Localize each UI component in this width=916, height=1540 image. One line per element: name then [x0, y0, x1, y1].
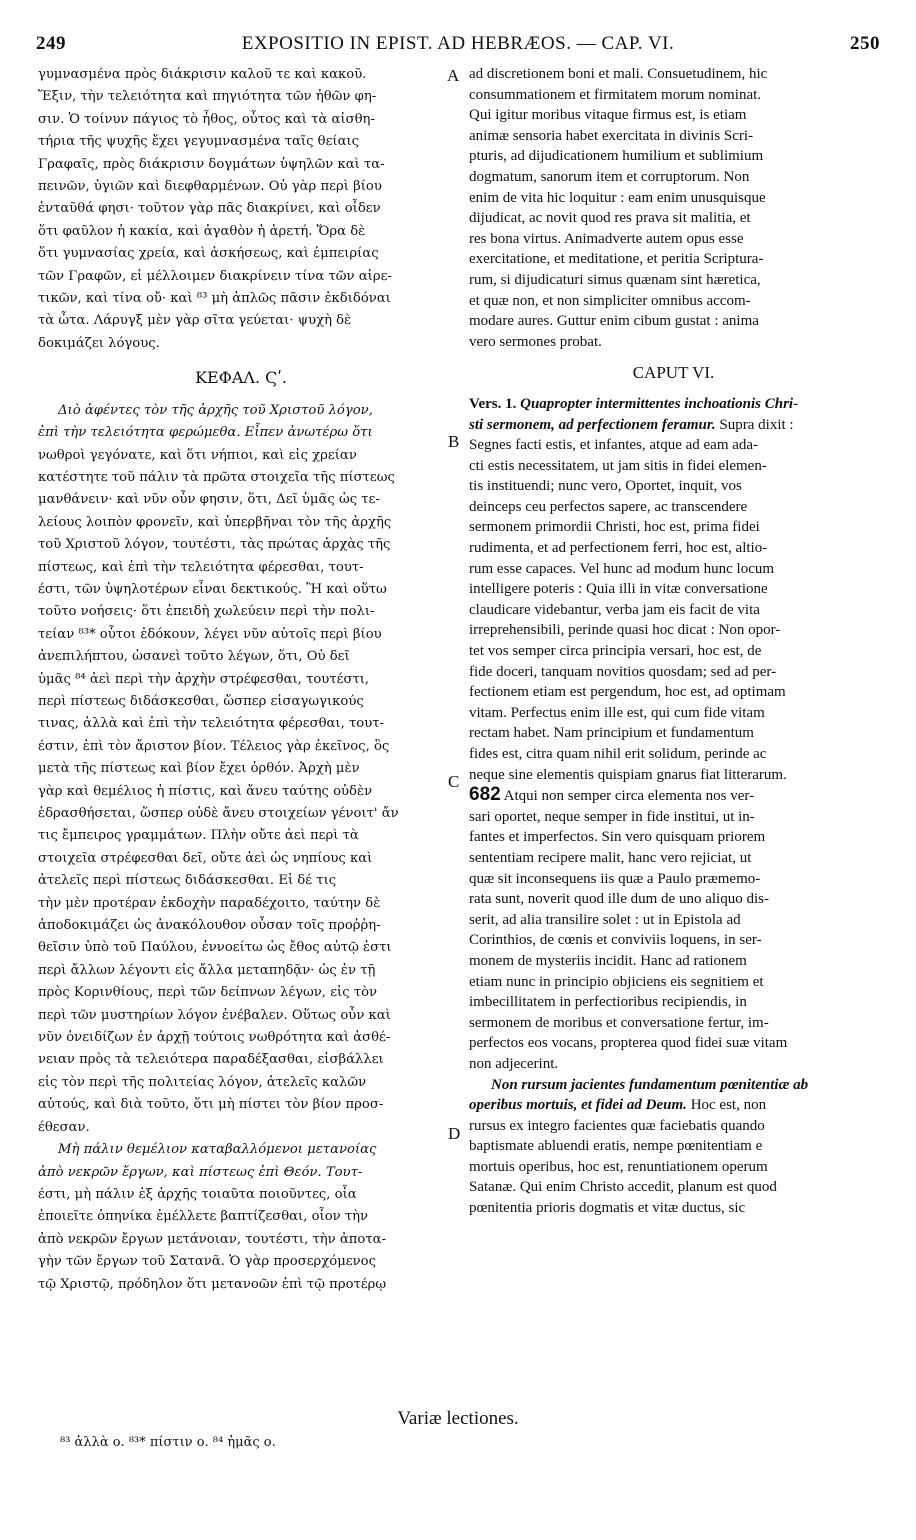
- greek-text-line: Γραφαῖς, πρὸς διάκρισιν δογμάτων ὑψηλῶν καὶ τα-: [38, 156, 385, 172]
- greek-text-line: ἀτελεῖς περὶ πίστεως διδάσκεσθαι. Εἰ δέ τις: [38, 873, 337, 889]
- greek-text-line: ὑμᾶς ⁸⁴ ἀεὶ περὶ τὴν ἀρχὴν στρέφεσθαι, τουτέστι,: [38, 671, 370, 687]
- latin-after-lemma-1: Supra dixit :: [719, 416, 794, 433]
- greek-text-line: ὅτι φαῦλον ἡ κακία, καὶ ἀγαθὸν ἡ ἀρετή. Ὅρα δὲ: [38, 223, 366, 239]
- latin-text-line: claudicare videbantur, verba jam eis facit de vita: [469, 601, 760, 618]
- greek-chapter-heading: ΚΕΦΑΛ. Ϛʹ.: [195, 368, 287, 388]
- greek-text-line: αὐτούς, καὶ διὰ τοῦτο, ὅτι μὴ πίστει τὸν βίον προσ-: [38, 1097, 384, 1113]
- greek-lemma-line: Μὴ πάλιν θεμέλιον καταβαλλόμενοι μετανοίας: [58, 1142, 377, 1158]
- latin-text-line: rudimenta, et ad perfectionem ferri, hoc est, altio-: [469, 540, 768, 557]
- latin-text-line: sermonem primordii Christi, hoc est, prima fidei: [469, 519, 760, 536]
- greek-lemma-line: ἐπὶ τὴν τελειότητα φερώμεθα. Εἶπεν ἀνωτέρω ὅτι: [38, 425, 373, 441]
- latin-text-line: consummationem et firmitatem morum nominat.: [469, 86, 762, 103]
- latin-text-line: fide doceri, tanquam novitios quosdam; sed ad per-: [469, 663, 777, 680]
- latin-text-line: exercitatione, et meditatione, et peritia Scriptura-: [469, 251, 764, 268]
- latin-column-number-line: [469, 785, 878, 807]
- greek-text-line: ἀποδοκιμάζει ὡς ἀνακόλουθον οὖσαν τοῖς προῤῥη-: [38, 918, 381, 934]
- greek-body-2: [38, 1184, 444, 1296]
- latin-text-line: cti estis necessitatem, ut jam sitis in fidei elemen-: [469, 457, 767, 474]
- greek-lemma-2: [38, 1139, 444, 1184]
- latin-lemma-2-line-1: [469, 1075, 878, 1096]
- latin-column: [469, 64, 878, 1219]
- greek-text-line: περὶ ἄλλων λέγοντι εἰς ἄλλα μεταπηδᾷν· ὡς ἐν τῇ: [38, 962, 376, 978]
- latin-text-line: rursus ex integro facientes quæ faciebatis quando: [469, 1117, 765, 1134]
- latin-body-2: [469, 807, 878, 1075]
- greek-text-line: πεινῶν, ὑγιῶν καὶ διεφθαρμένων. Οὐ γὰρ περὶ βίου: [38, 179, 382, 195]
- greek-text-line: κατέστητε τοῦ πάλιν τὰ πρῶτα στοιχεῖα τῆς πίστεως: [38, 469, 395, 485]
- greek-text-line: πρὸς Κορινθίους, περὶ τῶν δείπνων λέγων, εἰς τὸν: [38, 985, 378, 1001]
- latin-text-line: enim de vita hic loquitur : eam enim unusquisque: [469, 189, 766, 206]
- greek-text-line: τις ἔμπειρος γραμμάτων. Πλὴν οὔτε ἀεὶ περὶ τὰ: [38, 828, 359, 844]
- column-number: 682: [469, 785, 501, 806]
- latin-text-line: Satanæ. Qui enim Christo accedit, planum est quod: [469, 1179, 777, 1196]
- greek-lemma-line: ἀπὸ νεκρῶν ἔργων, καὶ πίστεως ἐπὶ Θεόν. Τουτ-: [38, 1164, 363, 1180]
- greek-text-line: ἐνταῦθά φησι· τοῦτον γὰρ πᾶς διακρίνει, καὶ οἶδεν: [38, 201, 381, 217]
- greek-text-line: τήρια τῆς ψυχῆς ἔχει γεγυμνασμένα ταῖς θείαις: [38, 134, 360, 150]
- greek-text-line: έθεσαν.: [38, 1119, 90, 1135]
- latin-text-line: non adjecerint.: [469, 1055, 559, 1072]
- latin-text-line: pœnitentia prioris dogmatis et vitæ ductus, sic: [469, 1200, 746, 1217]
- latin-text-line: rectam habet. Nam principium et fundamentum: [469, 725, 754, 742]
- latin-text-line: intelligere poteris : Quia illi in vitæ conversatione: [469, 581, 768, 598]
- running-header: [36, 33, 880, 59]
- greek-text-line: τὴν μὲν προτέραν ἐκδοχὴν παραδέχοιτο, ταύτην δὲ: [38, 895, 381, 911]
- margin-letter-d: D: [448, 1124, 461, 1143]
- latin-text-line: rum esse capaces. Vel hunc ad modum hunc locum: [469, 560, 775, 577]
- latin-after-number: Atqui non semper circa elementa nos ver-: [503, 788, 755, 805]
- latin-text-line: Segnes facti estis, et infantes, atque ad eam ada-: [469, 437, 759, 454]
- page-number-right: 250: [850, 33, 880, 54]
- latin-lemma-1-line-2: [469, 415, 878, 436]
- verse-label: Vers. 1.: [469, 395, 517, 412]
- latin-text-line: res bona virtus. Animadverte autem opus esse: [469, 230, 744, 247]
- latin-text-line: pturis, ad dijudicationem humilium et sublimium: [469, 148, 764, 165]
- latin-lemma-1-line-1: [469, 394, 878, 415]
- greek-text-line: τῷ Χριστῷ, πρόδηλον ὅτι μετανοῶν ἐπὶ τῷ προτέρῳ: [38, 1276, 387, 1292]
- latin-text-line: mortuis operibus, hoc est, renuntiationem operum: [469, 1158, 768, 1175]
- greek-text-line: στοιχεῖα στρέφεσθαι δεῖ, οὔτε ἀεὶ ὡς νηπίους καὶ: [38, 850, 373, 866]
- greek-text-line: σιν. Ὁ τοίνυν πάγιος τὸ ἦθος, οὗτος καὶ τὰ αἰσθη-: [38, 111, 375, 127]
- greek-text-line: ἀνεπιλήπτου, ὡσανεὶ τοῦτο λέγων, ὅτι, Οὐ δεῖ: [38, 649, 350, 665]
- greek-text-line: πίστεως, καὶ ἐπὶ τὴν τελειότητα φέρεσθαι, τουτ-: [38, 559, 364, 575]
- latin-text-line: neque sine elementis quispiam gnarus fiat litterarum.: [469, 766, 787, 783]
- latin-after-lemma-2: Hoc est, non: [690, 1097, 767, 1114]
- latin-lemma-2-line-2: [469, 1095, 878, 1116]
- latin-text-line: Corinthios, de cœnis et conviviis loquens, in ser-: [469, 932, 762, 949]
- greek-text-line: νῦν ὀνειδίζων ἐν ἀρχῇ τούτοις νωθρότητα καὶ ἀσθέ-: [38, 1030, 391, 1046]
- running-title: EXPOSITIO IN EPIST. AD HEBRÆOS. — CAP. VI.: [241, 33, 675, 54]
- greek-text-line: τοῦ Χριστοῦ λόγον, τουτέστι, τὰς πρώτας ἀρχὰς τῆς: [38, 537, 391, 553]
- latin-text-line: ad discretionem boni et mali. Consuetudinem, hic: [469, 66, 768, 82]
- latin-text-line: et quæ non, et non simpliciter omnibus accom-: [469, 292, 751, 309]
- latin-text-line: Qui igitur moribus vitaque firmus est, is etiam: [469, 107, 747, 124]
- greek-text-line: έστι, τῶν ὑψηλοτέρων εἶναι δεκτικούς. Ἢ καὶ οὕτω: [38, 581, 387, 597]
- latin-text-line: modare aures. Guttur enim cibum gustat : anima: [469, 313, 759, 330]
- greek-text-line: νειαν πρὸς τὰ τελειότερα παραδέξασθαι, εἰσβάλλει: [38, 1052, 384, 1068]
- latin-text-line: tis instituendi; nunc vero, Oportet, inquit, vos: [469, 478, 742, 495]
- latin-text-line: quæ sit inconsequens iis quæ a Paulo præmemo-: [469, 870, 761, 887]
- margin-letter-b: B: [448, 432, 460, 451]
- greek-text-line: ἐποιεῖτε ὁπηνίκα ἐμέλλετε βαπτίζεσθαι, οἷον τὴν: [38, 1209, 369, 1225]
- greek-text-line: γυμνασμένα πρὸς διάκρισιν καλοῦ τε καὶ κακοῦ.: [38, 67, 367, 82]
- latin-text-line: serit, ad alia transilire solet : ut in Epistola ad: [469, 911, 741, 928]
- latin-body-3: [469, 1116, 878, 1219]
- latin-text-line: rum, si dijudicaturi simus quænam sint hæretica,: [469, 271, 761, 288]
- latin-chapter-heading: CAPUT VI.: [632, 363, 715, 383]
- latin-text-line: sari oportet, neque semper in fide institui, ut in-: [469, 808, 755, 825]
- latin-text-line: rata sunt, noverit quod ille dum de uno aliquo dis-: [469, 891, 769, 908]
- greek-text-line: γὴν τῶν ἔργων τοῦ Σατανᾶ. Ὁ γὰρ προσερχόμενος: [38, 1254, 376, 1270]
- greek-text-line: τείαν ⁸³* οὗτοι ἐδόκουν, λέγει νῦν αὐτοῖς περὶ βίου: [38, 626, 382, 642]
- latin-lemma-2-a: Non rursum jacientes fundamentum pœnitentiæ ab: [491, 1076, 809, 1093]
- latin-lemma-1-a: Quapropter intermittentes inchoationis Chri-: [520, 395, 799, 412]
- greek-lemma-line: Διὸ ἀφέντες τὸν τῆς ἀρχῆς τοῦ Χριστοῦ λόγον,: [58, 402, 373, 418]
- greek-text-line: έστιν, ἐπὶ τὸν ἄριστον βίον. Τέλειος γὰρ ἐκεῖνος, ὃς: [38, 738, 390, 754]
- latin-lemma-1-b: sti sermonem, ad perfectionem feramur.: [469, 416, 716, 433]
- latin-text-line: fides est, citra quam nihil erit solidum, perinde ac: [469, 746, 767, 762]
- latin-text-line: dogmatum, sanorum item et corruptorum. Non: [469, 168, 750, 185]
- greek-text-line: μετὰ τῆς πίστεως καὶ βίον ἔχει ὀρθόν. Ἀρχὴ μὲν: [38, 761, 360, 777]
- greek-column: [38, 64, 444, 1296]
- latin-text-line: etiam nunc in principio objiciens eis segnitiem et: [469, 973, 764, 990]
- greek-text-line: ἑδρασθήσεται, ὥσπερ οὐδὲ ἄνευ στοιχείων γένοιτ' ἄν: [38, 806, 399, 821]
- greek-text-line: ὅτι γυμνασίας χρεία, καὶ ἀσκήσεως, καὶ ἐμπειρίας: [38, 246, 379, 262]
- greek-text-line: Ἕξιν, τὴν τελειότητα καὶ πηγιότητα τῶν ἠθῶν φη-: [38, 89, 377, 105]
- latin-text-line: imbecillitatem in perfectioribus recipiendis, in: [469, 994, 747, 1011]
- variae-lectiones-heading: Variæ lectiones.: [397, 1408, 519, 1429]
- page-number-left: 249: [36, 33, 66, 54]
- greek-text-line: τινας, ἀλλὰ καὶ ἐπὶ τὴν τελειότητα φέρεσθαι, τουτ-: [38, 716, 384, 732]
- latin-top-block: [469, 64, 878, 352]
- greek-text-line: έστι, μὴ πάλιν ἐξ ἀρχῆς τοιαῦτα ποιοῦντες, οἷα: [38, 1186, 357, 1202]
- greek-text-line: τοῦτο νοήσεις· ὅτι ἐπειδὴ χωλεύειν περὶ τὴν πολι-: [38, 604, 375, 620]
- greek-text-line: τικῶν, καὶ τίνα οὔ· καὶ ⁸³ μὴ ἁπλῶς πᾶσιν ἐκδιδόναι: [38, 291, 391, 307]
- greek-text-line: γὰρ καὶ θεμέλιος ἡ πίστις, καὶ ἄνευ ταύτης οὐδὲν: [38, 783, 373, 799]
- greek-text-line: εἰς τὸν περὶ τῆς πολιτείας λόγον, ἀτελεῖς καλῶν: [38, 1074, 367, 1090]
- latin-text-line: irreprehensibili, perinde quasi hoc dicat : Non opor-: [469, 622, 781, 639]
- greek-text-line: νωθροὶ γεγόνατε, καὶ ὅτι νήπιοι, καὶ εἰς χρείαν: [38, 447, 357, 463]
- greek-text-line: θεῖσιν ὑπὸ τοῦ Παύλου, ἐννοείτω ὡς ἔθος αὐτῷ ἐστι: [38, 940, 392, 956]
- greek-text-line: λείους λοιπὸν φρονεῖν, καὶ ὑπερβῆναι τὸν τῆς ἀρχῆς: [38, 514, 392, 530]
- latin-text-line: deinceps ceu perfectos sapere, ac transcendere: [469, 498, 748, 515]
- greek-text-line: ἀπὸ νεκρῶν ἔργων μετάνοιαν, τουτέστι, τὴν ἀποτα-: [38, 1231, 387, 1247]
- greek-text-line: περὶ τῶν μυστηρίων λόγον ἐνέβαλεν. Οὕτως οὖν καὶ: [38, 1007, 391, 1023]
- greek-body-1: [38, 445, 444, 1140]
- latin-lemma-2-b: operibus mortuis, et fidei ad Deum.: [469, 1097, 687, 1114]
- latin-text-line: tet vos semper circa principia versari, hoc est, de: [469, 643, 762, 660]
- greek-text-line: περὶ πίστεως διδάσκεσθαι, ὥσπερ εἰσαγωγικούς: [38, 693, 364, 709]
- latin-text-line: vitam. Perfectus enim ille est, qui cum fide vitam: [469, 704, 765, 721]
- latin-body-1: [469, 435, 878, 785]
- latin-text-line: monem de mysteriis incidit. Hanc ad rationem: [469, 952, 747, 969]
- greek-text-line: μανθάνειν· καὶ νῦν οὖν φησιν, ὅτι, Δεῖ ὑμᾶς ὡς τε-: [38, 492, 380, 508]
- variae-lectiones-line: ⁸³ ἀλλὰ ο. ⁸³* πίστιν ο. ⁸⁴ ἡμᾶς ο.: [60, 1435, 276, 1450]
- latin-text-line: perfectos eos vocans, propterea quod fidei suæ vitam: [469, 1035, 788, 1052]
- greek-lemma-1: [38, 400, 444, 445]
- greek-top-block: [38, 64, 444, 355]
- greek-text-line: δοκιμάζει λόγους.: [38, 335, 160, 351]
- margin-letter-a: A: [447, 66, 460, 85]
- latin-text-line: animæ sensoria habet exercitata in divinis Scri-: [469, 127, 754, 144]
- latin-text-line: vero sermones probat.: [469, 333, 602, 350]
- latin-text-line: fectionem etiam est pergendum, hoc est, ad optimam: [469, 684, 786, 701]
- latin-text-line: dijudicat, ac novit quod res prava sit malitia, et: [469, 210, 751, 227]
- greek-text-line: τὰ ὦτα. Λάρυγξ μὲν γὰρ σῖτα γεύεται· ψυχὴ δὲ: [38, 313, 352, 329]
- margin-letter-c: C: [448, 772, 460, 791]
- greek-text-line: τῶν Γραφῶν, εἰ μέλλοιμεν διακρίνειν τίνα τῶν αἱρε-: [38, 268, 392, 284]
- latin-text-line: sententiam recipere malit, hanc vero rejiciat, ut: [469, 849, 752, 866]
- latin-text-line: sermonem de moribus et conversatione fertur, im-: [469, 1014, 769, 1031]
- latin-text-line: fantes et imperfectos. Sin vero quisquam priorem: [469, 829, 766, 846]
- latin-text-line: baptismate abluendi eratis, nempe pœnitentiam e: [469, 1138, 763, 1155]
